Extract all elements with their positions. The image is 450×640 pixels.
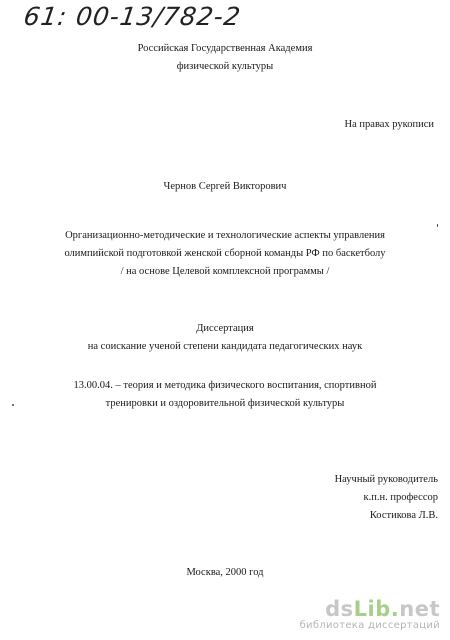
dslib-subtitle: библиотека диссертаций <box>299 620 440 631</box>
supervisor-degree: к.п.н. профессор <box>363 492 438 503</box>
specialty-line-1: 13.00.04. – теория и методика физического воспитания, спортивной <box>73 380 377 391</box>
specialty-line-2: тренировки и оздоровительной физической культуры <box>105 398 345 409</box>
institution-line-1: Российская Государственная Академия <box>137 43 313 54</box>
logo-ds: ds <box>325 597 354 621</box>
logo-lib: Lib <box>353 597 391 621</box>
title-line-1: Организационно-методические и технологические аспекты управления <box>65 230 385 241</box>
place-year: Москва, 2000 год <box>186 567 264 578</box>
dslib-watermark <box>300 598 440 632</box>
scan-speck <box>437 224 438 227</box>
logo-net: net <box>399 597 440 621</box>
work-type-line-2: на соискание ученой степени кандидата педагогических наук <box>87 341 363 352</box>
supervisor-name: Костикова Л.В. <box>369 510 438 521</box>
dslib-logo <box>300 598 440 620</box>
rights-note: На правах рукописи <box>344 119 434 130</box>
handwritten-catalog-code: 61: 00-13/782-2 <box>21 2 243 31</box>
title-line-3: / на основе Целевой комплексной программы / <box>120 266 330 277</box>
institution-line-2: физической культуры <box>176 61 274 72</box>
scan-speck <box>12 404 14 406</box>
title-line-2: олимпийской подготовкой женской сборной команды РФ по баскетболу <box>64 248 386 259</box>
work-type-line-1: Диссертация <box>196 323 254 334</box>
author-name: Чернов Сергей Викторович <box>163 181 287 192</box>
supervisor-label: Научный руководитель <box>334 474 438 485</box>
logo-dot: . <box>390 597 400 621</box>
